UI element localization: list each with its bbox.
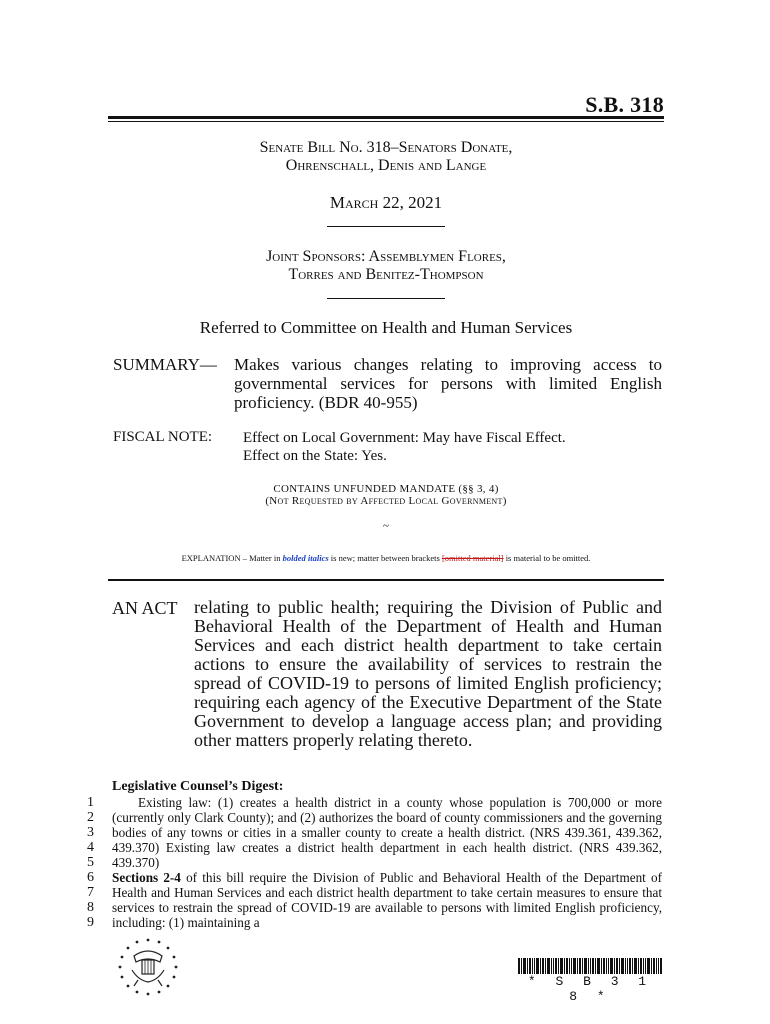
line-numbers (78, 795, 94, 930)
line-number: 8 (87, 900, 94, 915)
line-number: 5 (87, 855, 94, 870)
barcode-label: * S B 3 1 8 * (518, 974, 662, 1004)
explanation-middle: is new; matter between brackets (328, 553, 442, 563)
explanation-omitted: [omitted material] (441, 553, 504, 563)
separator-rule (327, 226, 445, 227)
line-number: 2 (87, 810, 94, 825)
explanation-prefix: EXPLANATION – Matter in (181, 553, 283, 563)
unfunded-mandate: CONTAINS UNFUNDED MANDATE (§§ 3, 4) (273, 483, 499, 495)
fiscal-note-label: FISCAL NOTE: (113, 429, 213, 445)
bill-title-line-1: Senate Bill No. 318–Senators Donate, (259, 139, 513, 156)
separator-rule (327, 298, 445, 299)
bill-title-line-2: Ohrenschall, Denis and Lange (285, 157, 487, 174)
digest-paragraph-2 (112, 870, 662, 930)
explanation-line (108, 553, 664, 563)
committee-referral: Referred to Committee on Health and Human Services (199, 318, 573, 337)
header-rule-thin (108, 121, 664, 122)
fiscal-state-effect: Effect on the State: Yes. (243, 448, 387, 464)
explanation-suffix: is material to be omitted. (503, 553, 591, 563)
line-number: 6 (87, 870, 94, 885)
fiscal-local-effect: Effect on Local Government: May have Fiscal Effect. (243, 430, 566, 446)
line-number: 7 (87, 885, 94, 900)
header-rule-thick (108, 116, 664, 119)
bill-number: S.B. 318 (585, 92, 664, 117)
sections-reference: Sections 2-4 (112, 870, 181, 885)
fiscal-note (243, 429, 566, 465)
explanation-new-matter: bolded italics (282, 553, 329, 563)
digest-paragraph-2-text: of this bill require the Division of Public and Behavioral Health of the Department of Health and Human Services and each district health department to take certain measures to ensure that services to restrain the spread of COVID-19 are available to persons with limited English proficiency, including: (1) maintaining a (112, 870, 662, 930)
digest-body (112, 795, 662, 930)
act-label: AN ACT (112, 598, 178, 618)
digest-paragraph-1: Existing law: (1) creates a health district in a county whose population is 700,000 or more (currently only Clark County); and (2) authorizes the board of county commissioners and the governing bodies of any towns or cities in a smaller county to create a health district. (NRS 439.361, 439.362, 439.370) Existing law creates a district health department in each health district. (NRS 439.362, 439.370) (112, 795, 662, 870)
summary-label: SUMMARY— (113, 355, 217, 374)
line-number: 9 (87, 915, 94, 930)
state-seal-icon (112, 936, 184, 998)
line-number: 3 (87, 825, 94, 840)
bill-date: March 22, 2021 (329, 193, 443, 212)
summary-text: Makes various changes relating to improving access to governmental services for persons with limited English proficiency. (BDR 40-955) (234, 355, 662, 412)
sponsors-line-2: Torres and Benitez-Thompson (288, 266, 484, 283)
line-number: 4 (87, 840, 94, 855)
tilde-divider: ~ (383, 520, 389, 532)
digest-heading: Legislative Counsel’s Digest: (112, 779, 284, 794)
line-number: 1 (87, 795, 94, 810)
mandate-note: (Not Requested by Affected Local Government) (265, 495, 507, 507)
section-rule (108, 579, 664, 581)
sponsors-line-1: Joint Sponsors: Assemblymen Flores, (266, 248, 506, 265)
act-text: relating to public health; requiring the Division of Public and Behavioral Health of the Department of Health and Human Services and each district health department to take certain actions to ensure the availability of services to restrain the spread of COVID-19 to persons of limited English proficiency; requiring each agency of the Executive Department of the State Government to develop a language access plan; and providing other matters properly relating thereto. (194, 597, 662, 750)
